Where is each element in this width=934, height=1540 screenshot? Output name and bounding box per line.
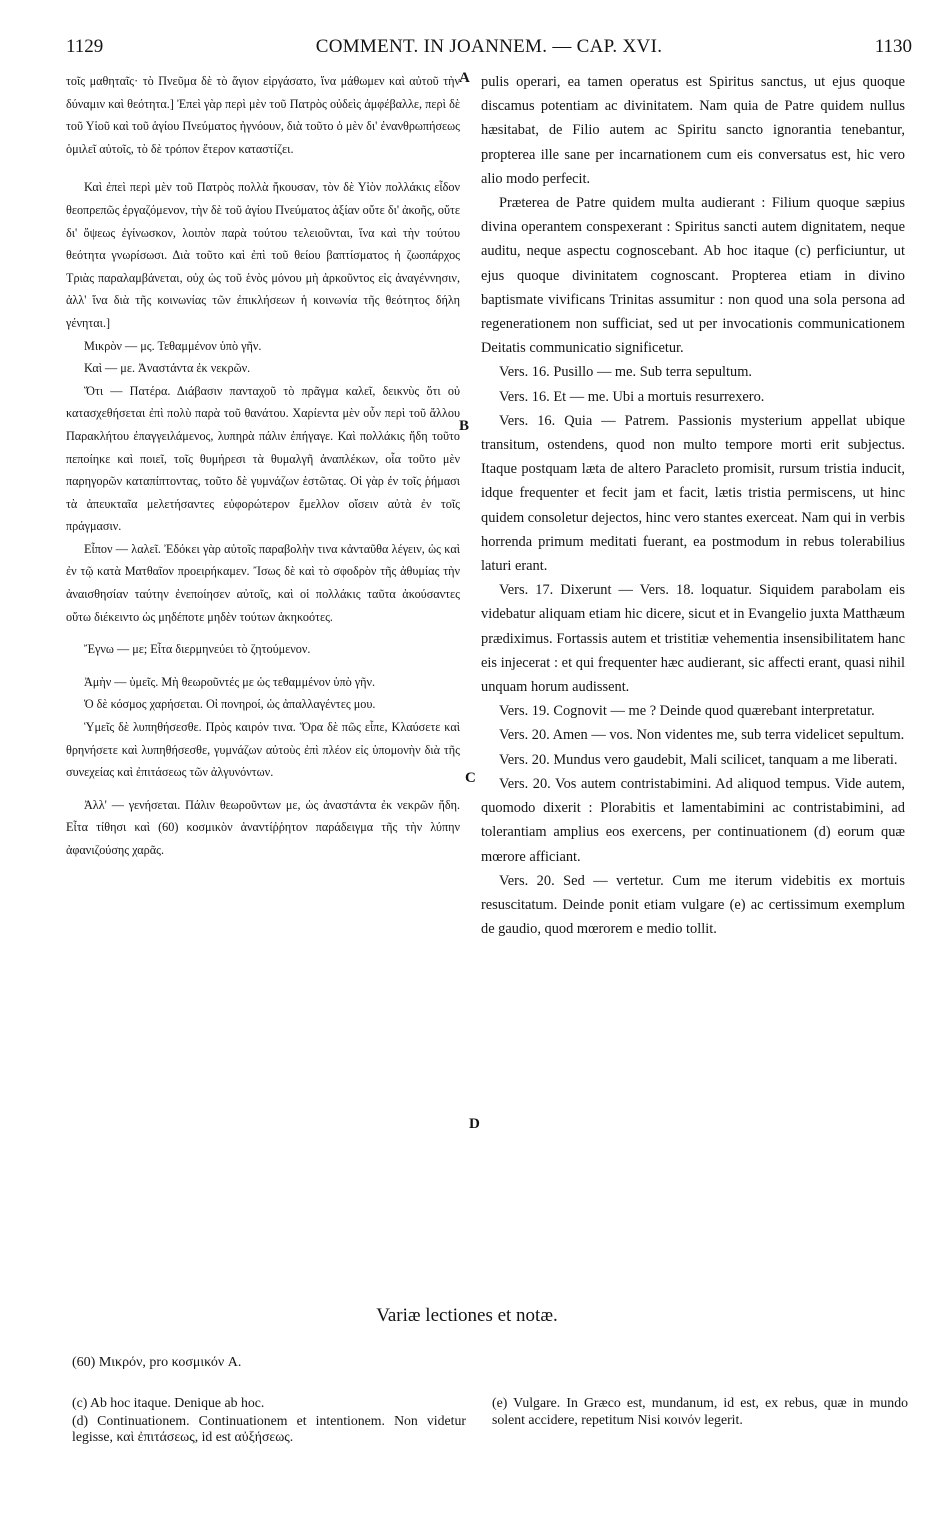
latin-paragraph: Vers. 20. Sed — vertetur. Cum me iterum videbitis ex mortuis resuscitatum. Deinde ponit etiam vulgare (e) ac certissimum exemplum de gaudio, quod mœrorem e medio tollit.: [481, 872, 905, 938]
latin-paragraph: Vers. 16. Quia — Patrem. Passionis mysterium appellat ubique transitum, ostendens, quod non multo tempore morti erit subjectus. Itaque postquam læta de altero Paracleto promisit, rursum tristia inducit, idque frequenter et fecit jam et facit, lætis tristia permiscens, ut hinc quidem consoletur dejectos, hinc vero stantes exerceat. Nam qui in verbis horrenda primum meditati fuerant, ea postmodum in rebus tolerabilius laturi erant.: [481, 412, 905, 575]
section-marker-a: A: [459, 70, 470, 86]
section-marker-d: D: [469, 1116, 480, 1132]
section-marker-b: B: [459, 418, 470, 434]
greek-paragraph: Εἶπον — λαλεῖ. Ἐδόκει γὰρ αὐτοῖς παραβολὴν τινα κἀνταῦθα λέγειν, ὡς καὶ ἐν τῷ κατὰ Ματθαῖον προειρήκαμεν. Ἴσως δὲ καὶ τὸ σφοδρὸν τῆς ἀθυμίας τὴν ἀναισθησίαν ταύτην ἐνεποίησεν αὐτοῖς, καὶ οἱ πολλάκις ταῦτα ἀκούσαντες οὕτω διέκειντο ὡς μηδέποτε μηδὲν τούτων ἀκηκοότες.: [66, 541, 460, 624]
latin-paragraph: Vers. 16. Pusillo — me. Sub terra sepultum.: [499, 364, 753, 381]
latin-paragraph: Præterea de Patre quidem multa audierant : Filium quoque sæpius divina operantem conspexerant : Spiritus sancti autem dignitatem, neque auditu, neque aspectu cognoscebant. Ab hoc itaque (c) perficiuntur, ut ejus quoque divinitatem cognoscant. Propterea etiam in divino baptismate vivificans Trinitas assumitur : non quod una sola persona ad regenerationem non sufficiat, sed ut per invocationis communicationem Deitatis communicatio significetur.: [481, 195, 905, 357]
page-number-right: 1130: [874, 36, 912, 57]
footnote: (e) Vulgare. In Græco est, mundanum, id est, ex rebus, quæ in mundo solent accidere, repetitum Nisi κοινόν legerit.: [492, 1395, 908, 1427]
latin-paragraph: Vers. 20. Vos autem contristabimini. Ad aliquod tempus. Vide autem, quomodo dixerit : Plorabitis et lamentabimini ac contristabimini, ad tolerantiam amplius eos exercens, per continuationem (d) eorum quæ mœrore afficiant.: [481, 775, 905, 865]
latin-column: [481, 70, 905, 941]
greek-paragraph: Καὶ — με. Ἀναστάντα ἐκ νεκρῶν.: [84, 361, 251, 376]
footnote: (d) Continuationem. Continuationem et intentionem. Non videtur legisse, καὶ ἐπιτάσεως, id est αὐξήσεως.: [72, 1412, 466, 1444]
footnote: (c) Ab hoc itaque. Denique ab hoc.: [72, 1395, 265, 1410]
greek-paragraph: τοῖς μαθηταῖς· τὸ Πνεῦμα δὲ τὸ ἅγιον εἰργάσατο, ἵνα μάθωμεν καὶ αὐτοῦ τὴν δύναμιν καὶ θεότητα.] Ἐπεὶ γὰρ περὶ μὲν τοῦ Πατρὸς οὐδεὶς ἀμφέβαλλε, περὶ δὲ τοῦ Υἱοῦ καὶ τοῦ ἁγίου Πνεύματος ἠγνόουν, διὰ τοῦτο ὁ μὲν δι' ἐνανθρωπήσεως ὁμιλεῖ αὐτοῖς, τὸ δὲ τρόπον ἕτερον καταστίζει.: [66, 74, 460, 156]
latin-paragraph: Vers. 19. Cognovit — me ? Deinde quod quærebant interpretatur.: [499, 703, 875, 720]
notes-title: Variæ lectiones et notæ.: [376, 1305, 558, 1326]
page-header: [66, 36, 912, 66]
greek-paragraph: Ἀμὴν — ὑμεῖς. Μὴ θεωροῦντές με ὡς τεθαμμένον ὑπὸ γῆν.: [84, 674, 376, 689]
greek-paragraph: Ὁ δὲ κόσμος χαρήσεται. Οἱ πονηροί, ὡς ἀπαλλαγέντες μου.: [84, 697, 376, 712]
greek-paragraph: Ὑμεῖς δὲ λυπηθήσεσθε. Πρὸς καιρόν τινα. Ὅρα δὲ πῶς εἶπε, Κλαύσετε καὶ θρηνήσετε καὶ λυπηθήσεσθε, γυμνάζων αὐτοὺς ἐπὶ πλέον εἰς ὑπομονὴν διὰ τῆς συνεχείας καὶ ἐπιτάσεως τῶν ἀλγυνόντων.: [66, 720, 460, 780]
greek-paragraph: Ἔγνω — με; Εἶτα διερμηνεύει τὸ ζητούμενον.: [84, 642, 311, 657]
greek-paragraph: Ὅτι — Πατέρα. Διάβασιν πανταχοῦ τὸ πρᾶγμα καλεῖ, δεικνὺς ὅτι οὐ κατασχεθήσεται ἐπὶ πολὺ παρὰ τοῦ θανάτου. Χαρίεντα μὲν οὖν περὶ τοῦ ἄλλου Παρακλήτου ἐπαγγειλάμενος, λυπηρὰ πάλιν ἐπήγαγε. Καὶ πολλάκις ἤδη τοῦτο πεποίηκε καὶ ποιεῖ, τοῖς θυμήρεσι τὰ θυμαλγῆ ἀναπλέκων, οἷα τοῦτο μὲν παρηγορῶν καταπίπτοντας, τοῦτο δὲ γυμνάζων ἑστῶτας. Οἱ γὰρ ἐν τοῖς ῥήμασι τὰ ἀπευκταῖα μελετήσαντες εὐφορώτερον ἔμελλον οἴσειν αὐτὰ ἐν τοῖς πράγμασιν.: [66, 383, 460, 534]
latin-paragraph: pulis operari, ea tamen operatus est Spiritus sanctus, ut ejus quoque discamus potentiam ac divinitatem. Nam quia de Patre quidem nullus hæsitabat, de Filio autem ac Spiritu sancto ignorantia tenebantur, propterea ille sane per incarnationem cum eis conversatus est, hic vero alio modo perfecit.: [481, 74, 905, 187]
running-title: COMMENT. IN JOANNEM. — CAP. XVI.: [315, 36, 663, 57]
latin-paragraph: Vers. 16. Et — me. Ubi a mortuis resurrexero.: [499, 388, 765, 405]
footnotes-right: [492, 1395, 908, 1428]
latin-paragraph: Vers. 20. Amen — vos. Non videntes me, sub terra videlicet sepultum.: [499, 727, 905, 744]
greek-paragraph: Καὶ ἐπεὶ περὶ μὲν τοῦ Πατρὸς πολλὰ ἤκουσαν, τὸν δὲ Υἱὸν πολλάκις εἶδον θεοπρεπῶς ἐργαζόμενον, τὴν δὲ τοῦ ἁγίου Πνεύματος ἀξίαν οὔτε δι' ἀκοῆς, οὔτε δι' ὄψεως ἐγίνωσκον, λοιπὸν παρὰ τούτου τελειοῦνται, ἵνα καὶ τὴν τούτου θεότητα γνωρίσωσι. Διὰ τοῦτο καὶ ἐπὶ τοῦ θείου βαπτίσματος ἡ ζωοπάρχος Τριὰς παραλαμβάνεται, οὐχ ὡς τοῦ ἑνὸς μόνου μὴ ἀρκοῦντος εἰς ἀναγέννησιν, ἀλλ' ἵνα διὰ τῆς κοινωνίας τῶν ἐπικλήσεων ἡ κοινωνία τῆς θεότητος δήλη γένηται.]: [66, 180, 460, 330]
page-number-left: 1129: [66, 36, 104, 57]
latin-paragraph: Vers. 20. Mundus vero gaudebit, Mali scilicet, tanquam a me liberati.: [499, 751, 898, 768]
section-marker-c: C: [465, 770, 476, 786]
latin-paragraph: Vers. 17. Dixerunt — Vers. 18. loquatur. Siquidem parabolam eis videbatur aliquam etiam hic dicere, sicut et in Evangelio juxta Matthæum prædiximus. Fortassis autem et tristitiæ vehementia insensibilitatem hanc eis injecerat : et qui frequenter hæc audierant, sic affecti erant, quasi nihil unquam horum audissent.: [481, 582, 905, 696]
footnotes-left: [72, 1395, 466, 1446]
greek-paragraph: Ἀλλ' — γενήσεται. Πάλιν θεωροῦντων με, ὡς ἀναστάντα ἐκ νεκρῶν ἤδη. Εἶτα τίθησι καὶ (60) κοσμικὸν ἀναντίῤῥητον παράδειγμα τῆς τὴν λύπην ἀφανιζούσης χαρᾶς.: [66, 797, 460, 857]
greek-column: [66, 70, 460, 862]
greek-paragraph: Μικρὸν — μς. Τεθαμμένον ὑπὸ γῆν.: [84, 338, 262, 353]
variant-note: (60) Μικρόν, pro κοσμικόν A.: [72, 1355, 242, 1370]
